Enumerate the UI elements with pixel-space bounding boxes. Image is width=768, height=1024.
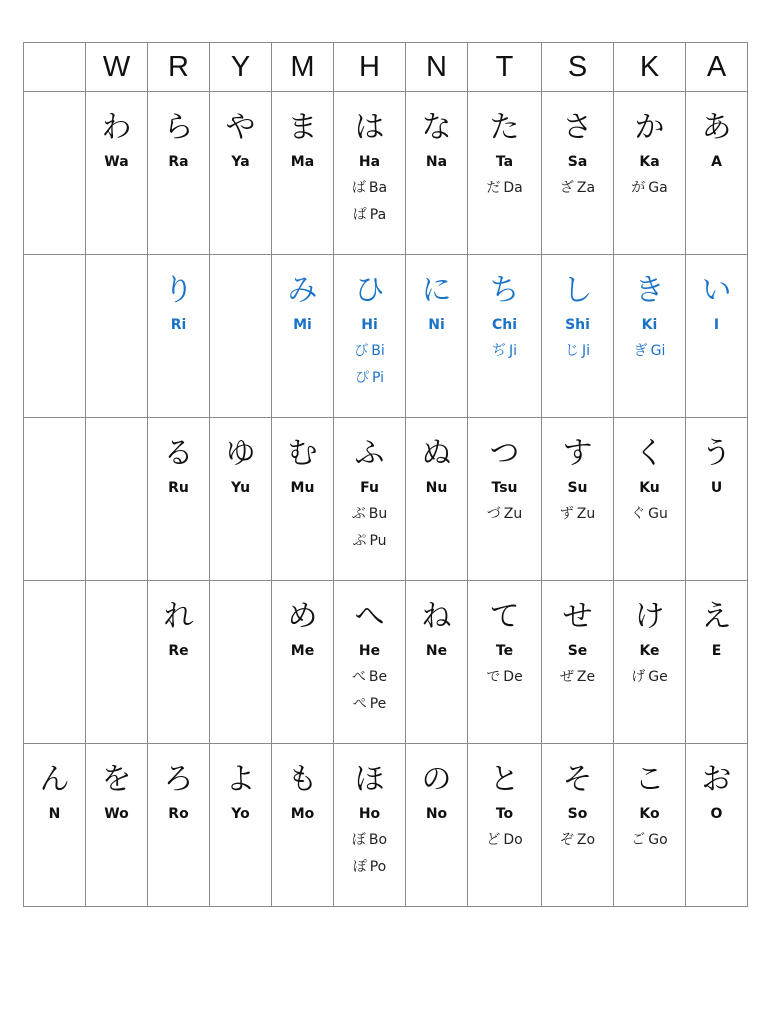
kana-cell-content [210, 418, 271, 496]
kana-glyph: な [421, 110, 452, 145]
kana-cell-content [334, 418, 405, 550]
kana-glyph: ふ [354, 436, 385, 471]
kana-cell [542, 92, 614, 255]
variant-romaji: Pu [369, 533, 387, 549]
kana-cell [468, 255, 542, 418]
variant-romaji: Do [503, 832, 523, 848]
variant-kana: だ [486, 180, 501, 196]
variant-label [614, 831, 685, 849]
kana-glyph: た [489, 110, 520, 145]
romaji-label: Mi [293, 317, 312, 333]
kana-cell-content [686, 581, 747, 659]
kana-glyph: わ [101, 110, 132, 145]
variant-label [334, 342, 405, 360]
kana-cell-content [686, 418, 747, 496]
romaji-label: To [495, 806, 514, 822]
kana-cell [542, 744, 614, 907]
variant-romaji: Bi [371, 343, 385, 359]
kana-cell-content [148, 744, 209, 822]
kana-glyph: う [701, 436, 732, 471]
kana-cell [210, 418, 272, 581]
kana-glyph: お [701, 762, 732, 797]
kana-glyph: せ [562, 599, 593, 634]
kana-cell [272, 255, 334, 418]
romaji-label: Ni [428, 317, 445, 333]
kana-cell [272, 92, 334, 255]
variant-romaji: Be [368, 669, 388, 685]
romaji-label: So [567, 806, 588, 822]
variant-kana: ぴ [354, 370, 369, 386]
kana-cell-content [542, 92, 613, 197]
romaji-label: Su [567, 480, 588, 496]
variant-label [468, 505, 541, 523]
kana-glyph: ひ [354, 273, 385, 308]
romaji-label: Ke [639, 643, 660, 659]
romaji-label: Te [495, 643, 514, 659]
kana-glyph: む [287, 436, 318, 471]
romaji-label: Mo [290, 806, 315, 822]
kana-cell [686, 92, 748, 255]
variant-kana: ぐ [631, 506, 646, 522]
variant-romaji: Ba [368, 180, 388, 196]
kana-cell-content [334, 92, 405, 224]
kana-cell-content [334, 581, 405, 713]
kana-cell-content [272, 92, 333, 170]
kana-cell-content [406, 581, 467, 659]
variant-label [542, 831, 613, 849]
kana-cell-content [542, 581, 613, 686]
column-header [24, 43, 86, 92]
kana-glyph: く [634, 436, 665, 471]
kana-cell-content [406, 744, 467, 822]
kana-cell [468, 744, 542, 907]
romaji-label: Fu [360, 480, 379, 496]
kana-glyph: そ [562, 762, 593, 797]
kana-cell [86, 92, 148, 255]
kana-cell-content [148, 581, 209, 659]
kana-cell-content [468, 418, 541, 523]
romaji-label: Ru [168, 480, 189, 496]
kana-glyph: に [421, 273, 452, 308]
romaji-label: No [425, 806, 448, 822]
variant-label [334, 858, 405, 876]
variant-kana: ぶ [351, 506, 366, 522]
kana-cell [334, 418, 406, 581]
kana-cell [542, 255, 614, 418]
kana-glyph: み [287, 273, 318, 308]
kana-glyph: あ [701, 110, 732, 145]
variant-romaji: Bo [368, 832, 388, 848]
column-header: M [272, 43, 334, 92]
empty-cell [24, 92, 86, 255]
kana-cell [686, 255, 748, 418]
kana-cell-content [614, 744, 685, 849]
kana-cell [686, 418, 748, 581]
kana-glyph: ろ [163, 762, 194, 797]
variant-kana: ぺ [352, 696, 367, 712]
romaji-label: Yo [231, 806, 250, 822]
kana-cell [406, 418, 468, 581]
empty-cell [210, 581, 272, 744]
kana-glyph: る [163, 436, 194, 471]
kana-cell [614, 418, 686, 581]
kana-glyph: い [701, 273, 732, 308]
kana-cell-content [148, 255, 209, 333]
table-row [24, 581, 748, 744]
kana-cell [210, 744, 272, 907]
variant-romaji: Zu [576, 506, 596, 522]
variant-romaji: Po [369, 859, 387, 875]
kana-cell-content [468, 255, 541, 360]
column-header: N [406, 43, 468, 92]
romaji-label: Sa [567, 154, 588, 170]
column-header-row [24, 43, 748, 92]
variant-kana: じ [564, 343, 579, 359]
kana-glyph: へ [354, 599, 385, 634]
variant-kana: ぽ [352, 859, 367, 875]
variant-kana: ど [486, 832, 501, 848]
variant-label [614, 505, 685, 523]
kana-cell-content [686, 255, 747, 333]
kana-glyph: ゆ [225, 436, 256, 471]
variant-romaji: Ge [648, 669, 668, 685]
romaji-label: Yu [230, 480, 251, 496]
kana-cell-content [614, 255, 685, 360]
kana-cell-content [468, 581, 541, 686]
variant-kana: ぼ [351, 832, 366, 848]
kana-cell-content [210, 92, 271, 170]
romaji-label: Me [290, 643, 315, 659]
kana-cell-content [406, 92, 467, 170]
kana-cell [24, 744, 86, 907]
kana-cell [334, 255, 406, 418]
variant-label [334, 179, 405, 197]
kana-cell [334, 744, 406, 907]
kana-cell-content [468, 744, 541, 849]
romaji-label: Wo [104, 806, 129, 822]
kana-cell [148, 255, 210, 418]
variant-romaji: Go [648, 832, 668, 848]
variant-romaji: De [503, 669, 523, 685]
variant-kana: ば [351, 180, 366, 196]
kana-glyph: こ [634, 762, 665, 797]
kana-cell [406, 744, 468, 907]
kana-cell [468, 418, 542, 581]
variant-kana: ぢ [491, 343, 506, 359]
kana-cell [148, 92, 210, 255]
romaji-label: Ki [641, 317, 658, 333]
kana-cell-content [614, 581, 685, 686]
kana-cell [334, 581, 406, 744]
kana-cell [334, 92, 406, 255]
romaji-label: Ta [495, 154, 514, 170]
romaji-label: Ma [290, 154, 315, 170]
kana-cell-content [614, 418, 685, 523]
kana-glyph: ね [421, 599, 452, 634]
kana-glyph: め [287, 599, 318, 634]
variant-label [334, 505, 405, 523]
kana-cell [542, 581, 614, 744]
kana-cell [148, 418, 210, 581]
kana-cell-content [406, 418, 467, 496]
kana-glyph: も [287, 762, 318, 797]
kana-glyph: や [225, 110, 256, 145]
variant-label [542, 179, 613, 197]
variant-label [334, 532, 405, 550]
column-header: S [542, 43, 614, 92]
kana-glyph: は [354, 110, 385, 145]
kana-cell-content [406, 255, 467, 333]
variant-kana: ぞ [559, 832, 574, 848]
variant-kana: ぜ [559, 669, 574, 685]
kana-glyph: り [163, 273, 194, 308]
kana-glyph: つ [489, 436, 520, 471]
table-row [24, 744, 748, 907]
kana-cell [210, 92, 272, 255]
empty-cell [24, 581, 86, 744]
kana-glyph: え [701, 599, 732, 634]
kana-glyph: を [101, 762, 132, 797]
romaji-label: Na [425, 154, 448, 170]
column-header: T [468, 43, 542, 92]
variant-romaji: Ze [576, 669, 596, 685]
empty-cell [86, 418, 148, 581]
romaji-label: Ya [231, 154, 250, 170]
column-header: A [686, 43, 748, 92]
romaji-label: Hi [361, 317, 378, 333]
variant-romaji: Ji [508, 343, 518, 359]
table-row [24, 92, 748, 255]
kana-glyph: ん [39, 762, 70, 797]
romaji-label: Wa [104, 154, 129, 170]
kana-cell [686, 744, 748, 907]
variant-romaji: Zu [503, 506, 523, 522]
romaji-label: Ka [639, 154, 660, 170]
kana-glyph: ぬ [421, 436, 452, 471]
variant-label [468, 342, 541, 360]
kana-cell [686, 581, 748, 744]
variant-label [334, 831, 405, 849]
column-header: Y [210, 43, 272, 92]
romaji-label: Nu [425, 480, 448, 496]
kana-cell [614, 92, 686, 255]
kana-cell-content [86, 744, 147, 822]
variant-kana: づ [486, 506, 501, 522]
variant-kana: ぱ [352, 207, 367, 223]
variant-romaji: Pi [371, 370, 385, 386]
variant-romaji: Gi [650, 343, 666, 359]
kana-glyph: し [562, 273, 593, 308]
romaji-label: Ne [425, 643, 448, 659]
kana-cell [468, 92, 542, 255]
variant-romaji: Da [503, 180, 523, 196]
variant-romaji: Zo [576, 832, 596, 848]
romaji-label: Mu [290, 480, 315, 496]
kana-glyph: の [421, 762, 452, 797]
variant-label [334, 206, 405, 224]
variant-label [334, 369, 405, 387]
variant-kana: ざ [559, 180, 574, 196]
table-row [24, 418, 748, 581]
variant-kana: で [486, 669, 501, 685]
kana-cell-content [272, 418, 333, 496]
variant-kana: が [631, 180, 646, 196]
kana-glyph: ら [163, 110, 194, 145]
variant-kana: ぎ [633, 343, 648, 359]
kana-cell [614, 255, 686, 418]
kana-cell [272, 744, 334, 907]
kana-cell-content [272, 255, 333, 333]
variant-label [614, 668, 685, 686]
romaji-label: Chi [491, 317, 518, 333]
kana-cell [272, 581, 334, 744]
romaji-label: I [713, 317, 720, 333]
variant-kana: げ [631, 669, 646, 685]
kana-cell-content [542, 255, 613, 360]
empty-cell [86, 581, 148, 744]
empty-cell [24, 255, 86, 418]
kana-cell-content [272, 581, 333, 659]
variant-label [542, 505, 613, 523]
column-header: K [614, 43, 686, 92]
romaji-label: Shi [565, 317, 590, 333]
variant-romaji: Bu [368, 506, 388, 522]
variant-label [614, 179, 685, 197]
kana-cell-content [86, 92, 147, 170]
kana-cell-content [468, 92, 541, 197]
kana-cell-content [272, 744, 333, 822]
variant-kana: び [354, 343, 369, 359]
kana-cell-content [686, 92, 747, 170]
kana-cell [614, 581, 686, 744]
kana-glyph: ま [287, 110, 318, 145]
romaji-label: A [711, 154, 722, 170]
kana-cell [468, 581, 542, 744]
column-header: W [86, 43, 148, 92]
empty-cell [210, 255, 272, 418]
kana-glyph: ほ [354, 762, 385, 797]
romaji-label: Ko [639, 806, 660, 822]
kana-glyph: す [562, 436, 593, 471]
kana-cell-content [542, 744, 613, 849]
romaji-label: Tsu [491, 480, 518, 496]
romaji-label: Ro [168, 806, 189, 822]
kana-cell [86, 744, 148, 907]
kana-glyph: て [489, 599, 520, 634]
romaji-label: Ra [168, 154, 189, 170]
romaji-label: He [358, 643, 381, 659]
empty-cell [24, 418, 86, 581]
kana-cell [406, 581, 468, 744]
kana-cell [272, 418, 334, 581]
variant-romaji: Ji [581, 343, 591, 359]
kana-cell-content [334, 744, 405, 876]
romaji-label: Ri [170, 317, 187, 333]
romaji-label: N [48, 806, 61, 822]
kana-cell-content [334, 255, 405, 387]
variant-kana: ず [559, 506, 574, 522]
empty-cell [86, 255, 148, 418]
kana-cell [406, 255, 468, 418]
column-header: H [334, 43, 406, 92]
kana-glyph: か [634, 110, 665, 145]
variant-label [468, 831, 541, 849]
variant-label [334, 668, 405, 686]
kana-glyph: ち [489, 273, 520, 308]
romaji-label: Ha [358, 154, 381, 170]
kana-glyph: さ [562, 110, 593, 145]
kana-cell-content [614, 92, 685, 197]
kana-glyph: れ [163, 599, 194, 634]
kana-cell-content [148, 418, 209, 496]
kana-cell [148, 744, 210, 907]
variant-romaji: Pa [369, 207, 387, 223]
variant-kana: ご [631, 832, 646, 848]
variant-kana: ぷ [352, 533, 367, 549]
kana-cell [406, 92, 468, 255]
variant-romaji: Za [576, 180, 596, 196]
hiragana-chart [23, 42, 748, 907]
romaji-label: U [710, 480, 723, 496]
variant-romaji: Gu [648, 506, 668, 522]
variant-label [614, 342, 685, 360]
kana-cell-content [24, 744, 85, 822]
romaji-label: Ho [358, 806, 381, 822]
kana-glyph: け [634, 599, 665, 634]
romaji-label: Re [168, 643, 189, 659]
column-header: R [148, 43, 210, 92]
variant-label [468, 668, 541, 686]
romaji-label: E [711, 643, 722, 659]
kana-cell [542, 418, 614, 581]
kana-cell [614, 744, 686, 907]
variant-label [334, 695, 405, 713]
kana-cell-content [686, 744, 747, 822]
variant-label [542, 668, 613, 686]
romaji-label: Se [567, 643, 588, 659]
kana-glyph: と [489, 762, 520, 797]
kana-cell-content [542, 418, 613, 523]
kana-cell-content [148, 92, 209, 170]
variant-romaji: Ga [648, 180, 668, 196]
kana-glyph: き [634, 273, 665, 308]
romaji-label: Ku [639, 480, 660, 496]
kana-cell-content [210, 744, 271, 822]
variant-label [468, 179, 541, 197]
kana-glyph: よ [225, 762, 256, 797]
variant-label [542, 342, 613, 360]
kana-cell [148, 581, 210, 744]
table-row [24, 255, 748, 418]
variant-kana: べ [351, 669, 366, 685]
variant-romaji: Pe [369, 696, 387, 712]
romaji-label: O [710, 806, 723, 822]
